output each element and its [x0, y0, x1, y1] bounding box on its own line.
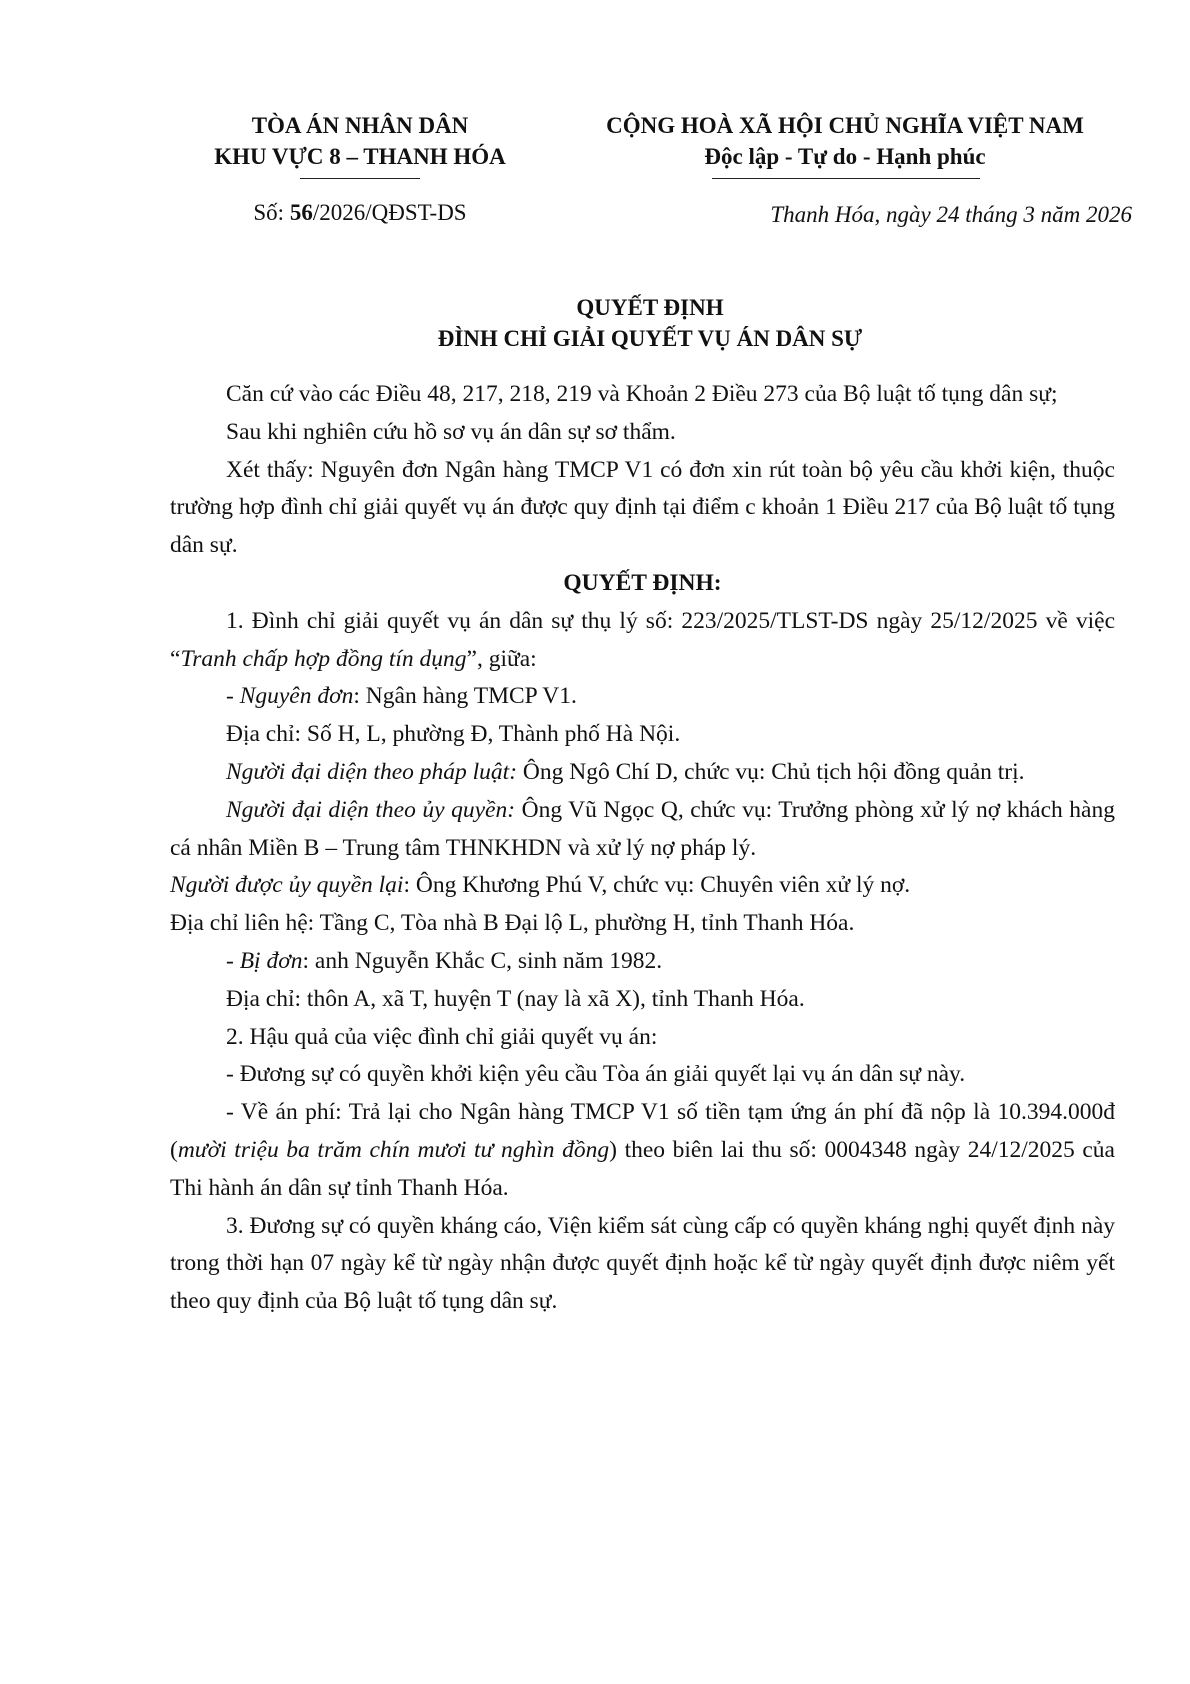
decision-heading: QUYẾT ĐỊNH:: [563, 569, 722, 596]
legal-representative: Người đại diện theo pháp luật: Ông Ngô Chí D, chức vụ: Chủ tịch hội đồng quản trị.: [226, 758, 1025, 785]
plaintiff: - Nguyên đơn: Ngân hàng TMCP V1.: [226, 683, 577, 710]
document-title: [170, 292, 1130, 354]
court-name: TÒA ÁN NHÂN DÂN: [251, 113, 469, 138]
title-line-2: ĐÌNH CHỈ GIẢI QUYẾT VỤ ÁN DÂN SỰ: [437, 326, 863, 351]
decision-item-2: 2. Hậu quả của việc đình chỉ giải quyết vụ án:: [226, 1023, 658, 1050]
court-header: [190, 110, 530, 172]
court-header-underline: [300, 178, 420, 179]
court-region: KHU VỰC 8 – THANH HÓA: [214, 144, 506, 169]
motto-underline: [712, 178, 980, 179]
national-title: CỘNG HOÀ XÃ HỘI CHỦ NGHĨA VIỆT NAM: [606, 113, 1084, 138]
contact-address: Địa chỉ liên hệ: Tầng C, Tòa nhà B Đại lộ L, phường H, tỉnh Thanh Hóa.: [170, 910, 855, 937]
sub-authorized-representative: Người được ủy quyền lại: Ông Khương Phú V, chức vụ: Chuyên viên xử lý nợ.: [170, 872, 911, 899]
finding-statement: Xét thấy: Nguyên đơn Ngân hàng TMCP V1 có đơn xin rút toàn bộ yêu cầu khởi kiện, thuộc trường hợp đình chỉ giải quyết vụ án được quy định tại điểm c khoản 1 Điều 217 của Bộ luật tố tụng dân sự.: [170, 456, 1115, 559]
title-line-1: QUYẾT ĐỊNH: [576, 295, 724, 320]
national-header: [560, 110, 1130, 172]
authorized-representative: Người đại diện theo ủy quyền: Ông Vũ Ngọc Q, chức vụ: Trưởng phòng xử lý nợ khách hàng cá nhân Miền B – Trung tâm THNKHDN và xử lý nợ pháp lý.: [170, 796, 1115, 861]
review-statement: Sau khi nghiên cứu hồ sơ vụ án dân sự sơ thẩm.: [226, 418, 676, 445]
document-body: [170, 376, 1115, 1321]
plaintiff-address: Địa chỉ: Số H, L, phường Đ, Thành phố Hà Nội.: [226, 721, 681, 748]
document-number: Số: 56/2026/QĐST-DS: [253, 200, 467, 225]
defendant-address: Địa chỉ: thôn A, xã T, huyện T (nay là xã X), tỉnh Thanh Hóa.: [226, 985, 805, 1012]
court-fee: - Về án phí: Trả lại cho Ngân hàng TMCP V1 số tiền tạm ứng án phí đã nộp là 10.394.000đ (mười triệu ba trăm chín mươi tư nghìn đồng) theo biên lai thu số: 0004348 ngày 24/12/2025 của Thi hành án dân sự tỉnh Thanh Hóa.: [170, 1099, 1115, 1201]
place-date: Thanh Hóa, ngày 24 tháng 3 năm 2026: [770, 202, 1132, 227]
decision-item-3: 3. Đương sự có quyền kháng cáo, Viện kiểm sát cùng cấp có quyền kháng nghị quyết định này trong thời hạn 07 ngày kể từ ngày nhận được quyết định hoặc kể từ ngày quyết định được niêm yết theo quy định của Bộ luật tố tụng dân sự.: [170, 1212, 1115, 1315]
right-to-resue: - Đương sự có quyền khởi kiện yêu cầu Tòa án giải quyết lại vụ án dân sự này.: [226, 1061, 966, 1088]
defendant: - Bị đơn: anh Nguyễn Khắc C, sinh năm 1982.: [226, 947, 663, 974]
legal-basis: Căn cứ vào các Điều 48, 217, 218, 219 và Khoản 2 Điều 273 của Bộ luật tố tụng dân sự;: [226, 381, 1058, 407]
decision-item-1: 1. Đình chỉ giải quyết vụ án dân sự thụ lý số: 223/2025/TLST-DS ngày 25/12/2025 về việc “Tranh chấp hợp đồng tín dụng”, giữa:: [170, 607, 1115, 672]
national-motto: Độc lập - Tự do - Hạnh phúc: [704, 144, 986, 169]
